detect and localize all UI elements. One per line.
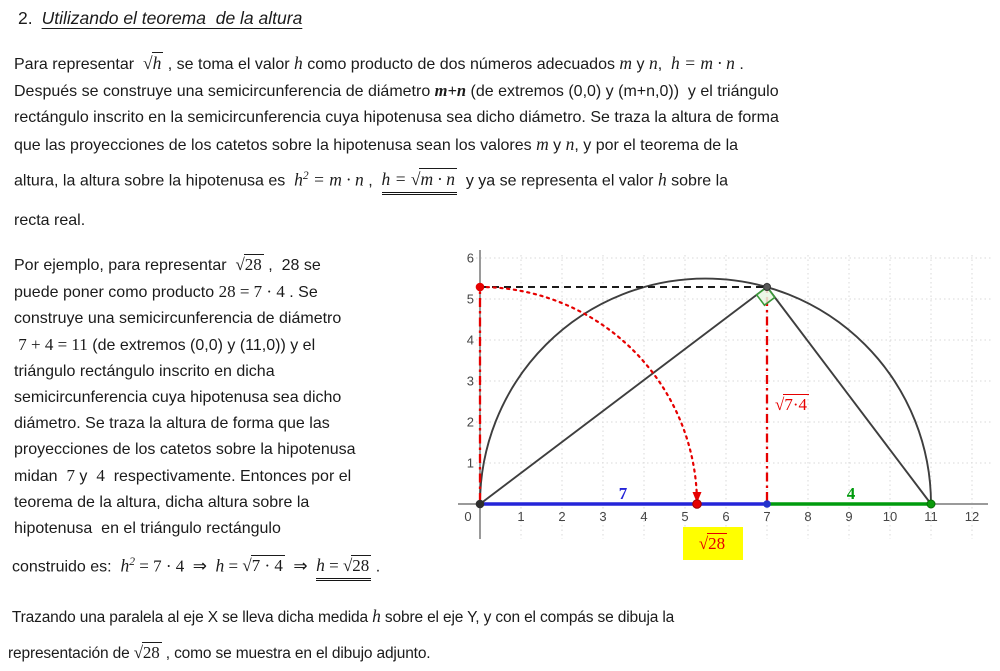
segment-m-label: 7 xyxy=(618,484,628,503)
text-segment: = m · n xyxy=(308,169,364,190)
text-segment: Por ejemplo, para representar xyxy=(14,257,236,274)
text-line xyxy=(14,105,992,131)
example-paragraph xyxy=(14,252,464,542)
text-segment: Trazando una paralela al eje X se lleva dicha medida xyxy=(8,609,373,626)
text-segment: respectivamente. Entonces por el xyxy=(104,468,352,485)
y-tick-label: 2 xyxy=(466,414,474,430)
text-segment: 7 + 4 = 11 xyxy=(14,335,88,354)
text-segment: que las proyecciones de los catetos sobre la hipotenusa sean los valores xyxy=(14,137,537,154)
text-line xyxy=(8,603,998,631)
section-title xyxy=(18,8,302,29)
text-segment: altura, la altura sobre la hipotenusa es xyxy=(14,172,295,190)
text-segment: construye una semicircunferencia de diámetro xyxy=(14,310,342,327)
text-segment: diámetro. Se traza la altura de forma que las xyxy=(14,415,330,432)
grid-lines xyxy=(476,255,992,539)
text-segment: = 7 · 4 xyxy=(135,556,185,576)
text-segment: = xyxy=(224,556,243,576)
text-segment: h xyxy=(294,169,303,190)
text-segment: y xyxy=(74,468,97,485)
radical-sign: √ xyxy=(342,556,353,576)
height-on-axis-point xyxy=(476,283,485,292)
text-segment: h xyxy=(120,555,130,576)
segment-n-label: 4 xyxy=(846,484,856,503)
text-segment: h xyxy=(215,555,225,576)
text-segment xyxy=(343,556,371,581)
x-tick-label: 4 xyxy=(640,509,648,524)
text-line xyxy=(14,385,464,411)
radicand: m · n xyxy=(420,169,455,190)
semicircle xyxy=(480,279,931,504)
text-line xyxy=(14,490,464,516)
text-segment: y ya se representa el valor xyxy=(456,172,658,190)
x-tick-label: 9 xyxy=(845,509,853,524)
text-segment: 4 xyxy=(96,466,105,485)
radicand: 7·4 xyxy=(784,395,808,414)
text-segment: y xyxy=(548,137,566,154)
text-segment: n xyxy=(565,134,575,154)
axes xyxy=(458,250,988,539)
radical-sign: √ xyxy=(133,643,143,662)
text-segment xyxy=(143,53,163,73)
text-segment: . Se xyxy=(284,284,318,301)
geometry-diagram xyxy=(455,243,1000,573)
diameter-end-point-11 xyxy=(927,500,935,508)
text-segment xyxy=(134,643,162,662)
text-segment: m xyxy=(619,53,633,73)
text-segment: teorema de la altura, dicha altura sobre la xyxy=(14,494,310,511)
text-line xyxy=(775,395,809,415)
text-segment: , xyxy=(363,172,382,190)
text-line xyxy=(14,131,992,159)
text-line xyxy=(12,549,992,580)
y-tick-label: 1 xyxy=(466,455,474,471)
radicand: 28 xyxy=(244,255,262,274)
radicand: h xyxy=(152,53,162,73)
axis-tick-labels xyxy=(464,251,979,525)
section-title-text: Utilizando el teorema de la altura xyxy=(41,8,303,28)
radicand: 28 xyxy=(142,643,160,662)
radical-sign: √ xyxy=(242,556,252,576)
text-line xyxy=(14,78,992,105)
text-segment: , se toma el valor xyxy=(163,56,295,73)
text-line xyxy=(14,163,992,194)
radical-sign: √ xyxy=(235,255,245,274)
text-segment: triángulo rectángulo inscrito en dicha xyxy=(14,363,275,380)
x-tick-label: 5 xyxy=(681,509,689,524)
text-line xyxy=(8,640,998,667)
text-line xyxy=(14,463,464,490)
compass-arc xyxy=(480,287,697,493)
text-segment: como producto de dos números adecuados xyxy=(302,56,620,73)
text-segment: , y por el teorema de la xyxy=(574,137,739,154)
text-segment: h xyxy=(372,606,381,626)
text-segment: m xyxy=(536,134,549,154)
text-segment: Para representar xyxy=(14,56,143,73)
text-line xyxy=(14,516,464,542)
text-line xyxy=(14,306,464,332)
text-segment: hipotenusa en el triángulo rectángulo xyxy=(14,520,281,537)
text-segment xyxy=(242,556,285,575)
text-line xyxy=(14,252,464,279)
radical-sign: √ xyxy=(775,395,785,414)
text-line xyxy=(14,208,992,234)
text-segment: ⇒ xyxy=(184,556,216,576)
text-line xyxy=(14,411,464,437)
sqrt28-point xyxy=(693,500,702,509)
text-segment: h xyxy=(657,169,667,190)
text-segment: recta real. xyxy=(14,212,86,230)
radical-sign: √ xyxy=(698,534,709,553)
intro-paragraph xyxy=(14,50,992,234)
text-segment: m+n xyxy=(434,81,467,100)
text-segment: 2 xyxy=(129,556,135,568)
closing-paragraph xyxy=(8,603,998,667)
y-tick-label: 5 xyxy=(466,291,474,307)
conclusion-formula-line xyxy=(12,549,992,580)
origin-point xyxy=(476,500,485,509)
text-line xyxy=(14,359,464,385)
text-segment: sobre el eje Y, y con el compás se dibuja la xyxy=(380,609,675,626)
text-segment: , xyxy=(657,56,672,73)
text-segment: , 28 se xyxy=(263,257,321,274)
x-tick-label: 1 xyxy=(517,509,525,524)
text-segment: representación de xyxy=(8,645,134,662)
x-tick-label: 11 xyxy=(924,509,938,524)
radical-sign: √ xyxy=(142,53,153,73)
x-tick-label: 2 xyxy=(558,509,566,524)
altitude-label xyxy=(775,395,809,415)
text-segment xyxy=(775,395,809,414)
text-segment: (de extremos (0,0) y (11,0)) y el xyxy=(87,337,316,354)
text-segment: Después se construye una semicircunferencia de diámetro xyxy=(14,83,435,100)
text-line xyxy=(14,50,992,78)
text-segment: n xyxy=(648,53,658,73)
text-segment: h xyxy=(316,555,325,581)
x-tick-label: 8 xyxy=(804,509,812,524)
text-line xyxy=(14,279,464,306)
text-segment: midan xyxy=(14,468,67,485)
text-segment xyxy=(235,255,263,274)
text-segment: . xyxy=(734,56,744,73)
radicand: 7 · 4 xyxy=(251,556,283,576)
text-segment: puede poner como producto xyxy=(14,284,219,301)
text-segment: proyecciones de los catetos sobre la hipotenusa xyxy=(14,441,356,458)
text-segment: y xyxy=(632,56,649,73)
x-tick-label: 12 xyxy=(964,509,980,524)
foot-point-7 xyxy=(763,500,771,508)
apex-point xyxy=(764,284,771,291)
text-segment: construido es: xyxy=(12,558,121,576)
x-tick-label: 6 xyxy=(722,509,730,524)
section-number: 2. xyxy=(18,8,33,28)
x-tick-label: 7 xyxy=(763,509,771,524)
text-segment: , como se muestra en el dibujo adjunto. xyxy=(161,645,431,662)
diagram-svg xyxy=(455,243,1000,573)
y-tick-label: 3 xyxy=(466,373,474,389)
text-line xyxy=(14,332,464,359)
radicand: 28 xyxy=(352,556,370,576)
triangle-left-leg xyxy=(480,287,767,504)
y-tick-label: 4 xyxy=(466,332,474,348)
x-tick-label: 3 xyxy=(599,509,607,524)
text-segment: h = m · n xyxy=(671,53,735,73)
text-segment: = xyxy=(325,556,343,581)
text-segment: sobre la xyxy=(666,172,729,190)
text-segment: semicircunferencia cuya hipotenusa sea dicho xyxy=(14,389,342,406)
text-segment xyxy=(411,169,457,195)
x-tick-label: 0 xyxy=(464,509,472,524)
text-segment: h xyxy=(294,53,303,73)
radicand: 28 xyxy=(708,534,726,553)
text-segment: rectángulo inscrito en la semicircunferencia cuya hipotenusa sea dicho diámetro. Se traza la altura de forma xyxy=(14,109,779,126)
text-line xyxy=(14,437,464,463)
text-segment: 7 xyxy=(66,466,75,485)
text-segment: h = xyxy=(382,169,411,195)
text-segment: ⇒ xyxy=(284,556,317,576)
text-segment: 2 xyxy=(302,170,309,182)
x-tick-label: 10 xyxy=(882,509,898,524)
y-tick-label: 6 xyxy=(466,250,474,266)
radical-sign: √ xyxy=(410,169,421,190)
text-segment: 28 = 7 · 4 xyxy=(218,282,285,301)
text-segment: (de extremos (0,0) y (m+n,0)) y el triángulo xyxy=(466,83,779,100)
text-segment: . xyxy=(371,558,381,576)
